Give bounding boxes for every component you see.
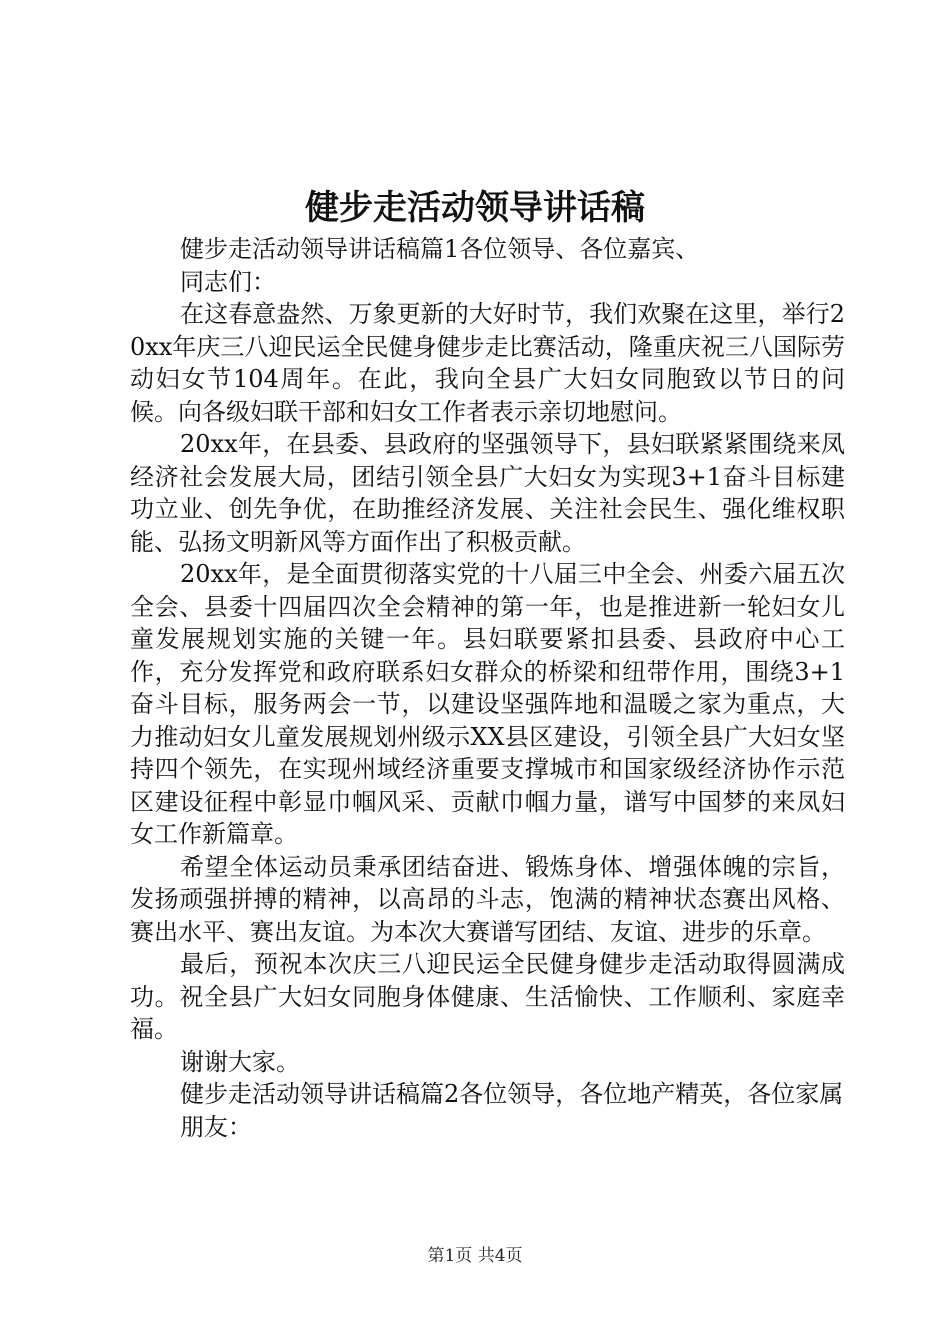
paragraph: 同志们：: [180, 267, 276, 296]
paragraph: 健步走活动领导讲话稿篇2各位领导，各位地产精英，各位家属: [180, 1080, 844, 1108]
document-body: [130, 233, 845, 1143]
document-title: 健步走活动领导讲话稿: [305, 188, 645, 228]
paragraph: 健步走活动领导讲话稿篇1各位领导、各位嘉宾、: [180, 235, 700, 263]
paragraph: 在这春意盎然、万象更新的大好时节，我们欢聚在这里，举行20xx年庆三八迎民运全民健身健步走比赛活动，隆重庆祝三八国际劳动妇女节104周年。在此，我向全县广大妇女同胞致以节日的问候。向各级妇联干部和妇女工作者表示亲切地慰问。: [130, 300, 845, 426]
paragraph: 最后，预祝本次庆三八迎民运全民健身健步走活动取得圆满成功。祝全县广大妇女同胞身体健康、生活愉快、工作顺利、家庭幸福。: [130, 950, 845, 1043]
paragraph: 朋友：: [180, 1112, 252, 1141]
paragraph: 20xx年，在县委、县政府的坚强领导下，县妇联紧紧围绕来凤经济社会发展大局，团结引领全县广大妇女为实现3+1奋斗目标建功立业、创先争优，在助推经济发展、关注社会民生、强化维权职能、弘扬文明新风等方面作出了积极贡献。: [130, 430, 845, 556]
paragraph: 谢谢大家。: [180, 1047, 300, 1076]
page-footer: 第1页 共4页: [427, 1246, 523, 1266]
paragraph: 20xx年，是全面贯彻落实党的十八届三中全会、州委六届五次全会、县委十四届四次全会精神的第一年，也是推进新一轮妇女儿童发展规划实施的关键一年。县妇联要紧扣县委、县政府中心工作，充分发挥党和政府联系妇女群众的桥梁和纽带作用，围绕3+1奋斗目标，服务两会一节，以建设坚强阵地和温暖之家为重点，大力推动妇女儿童发展规划州级示XX县区建设，引领全县广大妇女坚持四个领先，在实现州域经济重要支撑城市和国家级经济协作示范区建设征程中彰显巾帼风采、贡献巾帼力量，谱写中国梦的来凤妇女工作新篇章。: [130, 560, 845, 848]
paragraph: 希望全体运动员秉承团结奋进、锻炼身体、增强体魄的宗旨，发扬顽强拼搏的精神，以高昂的斗志，饱满的精神状态赛出风格、赛出水平、赛出友谊。为本次大赛谱写团结、友谊、进步的乐章。: [130, 852, 845, 946]
